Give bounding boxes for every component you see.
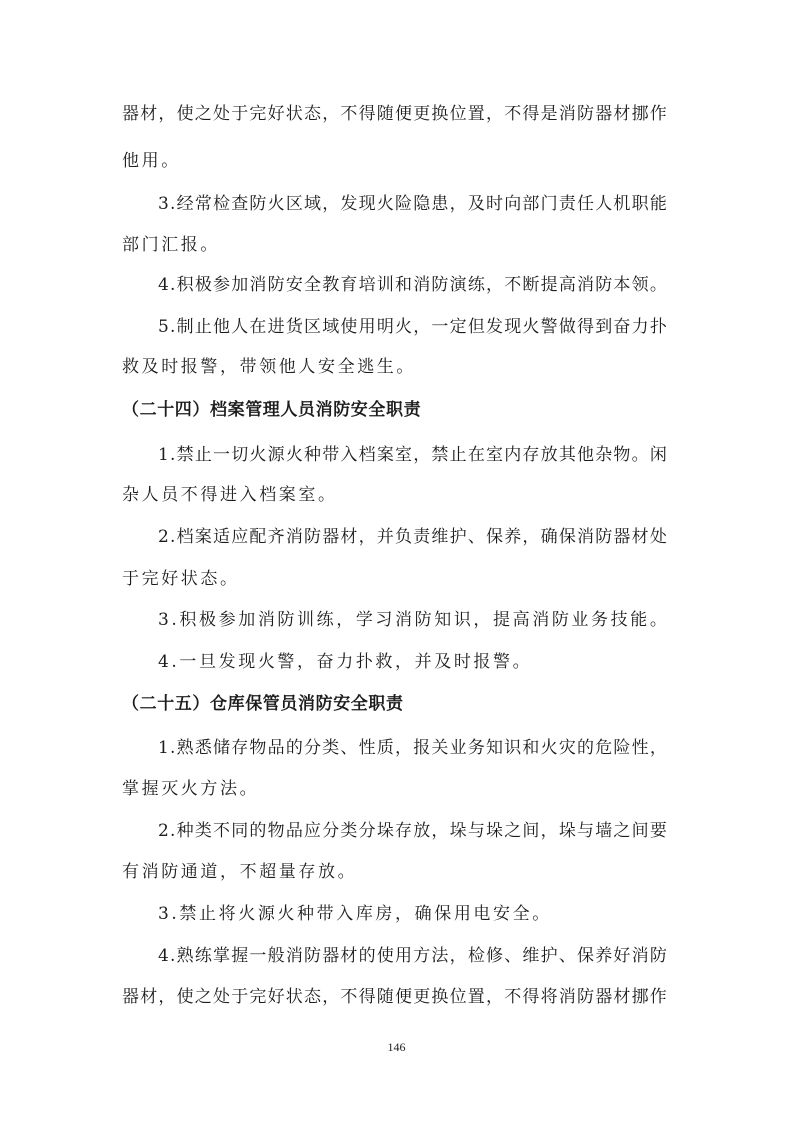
paragraph-line: 杂人员不得进入档案室。	[122, 485, 338, 505]
section-heading: （二十五）仓库保管员消防安全职责	[122, 694, 404, 714]
paragraph-line: 3.经常检查防火区域，发现火险隐患，及时向部门责任人机职能	[158, 194, 669, 214]
paragraph-line: 有消防通道，不超量存放。	[122, 862, 358, 882]
paragraph-line: 5.制止他人在进货区域使用明火，一定但发现火警做得到奋力扑	[158, 317, 669, 337]
paragraph-line: 3.积极参加消防训练，学习消防知识，提高消防业务技能。	[158, 610, 670, 630]
paragraph-line: 掌握灭火方法。	[122, 779, 260, 799]
paragraph-line: 4.熟练掌握一般消防器材的使用方法，检修、维护、保养好消防	[158, 946, 669, 966]
paragraph-line: 4.一旦发现火警，奋力扑救，并及时报警。	[158, 652, 533, 672]
paragraph-line: 4.积极参加消防安全教育培训和消防演练，不断提高消防本领。	[158, 275, 669, 295]
paragraph-line: 器材，使之处于完好状态，不得随便更换位置，不得是消防器材挪作	[122, 104, 668, 124]
section-heading: （二十四）档案管理人员消防安全职责	[122, 400, 422, 420]
paragraph-line: 器材，使之处于完好状态，不得随便更换位置，不得将消防器材挪作	[122, 987, 668, 1007]
paragraph-line: 2.档案适应配齐消防器材，并负责维护、保养，确保消防器材处	[158, 527, 669, 547]
paragraph-line: 部门汇报。	[122, 235, 220, 255]
paragraph-line: 2.种类不同的物品应分类分垛存放，垛与垛之间，垛与墙之间要	[158, 821, 669, 841]
paragraph-line: 他用。	[122, 151, 181, 171]
paragraph-line: 3.禁止将火源火种带入库房，确保用电安全。	[158, 904, 552, 924]
page-number: 146	[387, 1040, 406, 1054]
paragraph-line: 1.熟悉储存物品的分类、性质，报关业务知识和火灾的危险性，	[158, 738, 669, 758]
paragraph-line: 于完好状态。	[122, 569, 240, 589]
paragraph-line: 1.禁止一切火源火种带入档案室，禁止在室内存放其他杂物。闲	[158, 445, 669, 465]
paragraph-line: 救及时报警，带领他人安全逃生。	[122, 357, 416, 377]
